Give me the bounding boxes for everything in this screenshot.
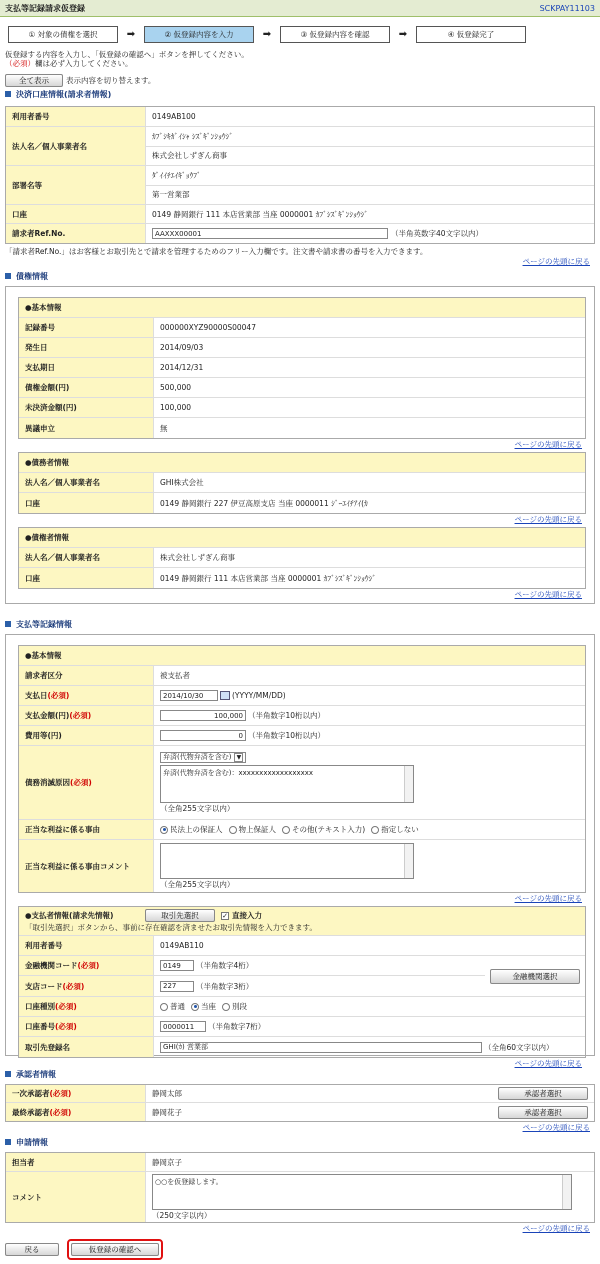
debtor-corp-value: GHI株式会社 [160,478,204,487]
cost-hint: （半角数字10桁以内） [248,731,326,740]
section-square-icon [5,91,11,97]
acc-type-radio-2[interactable] [222,1003,230,1011]
step-4: ④ 仮登録完了 [416,26,526,43]
step-indicator [0,17,600,45]
direct-input-checkbox[interactable]: ✓ [222,911,228,920]
chevron-down-icon: ▼ [234,753,243,762]
credit-box [5,286,595,604]
acc-no-hint: （半角数字7桁） [208,1022,266,1031]
dept-label: 部署名等 [6,166,146,204]
unsettled-label: 未決済金額(円) [19,398,154,417]
page-top-link[interactable]: ページの先頭に戻る [514,1059,582,1068]
creditor-acc-value: 0149 静岡銀行 111 本店営業部 当座 0000001 ｶﾌﾞｼｽﾞｷﾞﾝｼｮｳｼﾞ [160,573,377,583]
dept-kana: ﾀﾞｲｲﾁｴｲｷﾞｮｳﾌﾞ [152,170,201,180]
acc-no-label: 口座番号 [25,1022,55,1031]
interest-radio-1[interactable] [229,826,237,834]
corp-name: 株式会社しずぎん商事 [146,146,594,166]
section-approver: 承認者情報 [0,1068,600,1080]
scrollbar[interactable] [404,844,413,878]
section-square-icon [5,1139,11,1145]
confirm-button[interactable]: 仮登録の確認へ [71,1243,159,1256]
scrollbar[interactable] [562,1175,571,1209]
instruction-line: 欄は必ず入力してください。 [35,59,133,68]
amount-label: 債権金額(円) [19,378,154,397]
interest-opt-label: その他(テキスト入力) [292,825,366,834]
required-mark: (必須) [55,1022,77,1031]
calendar-icon[interactable] [220,691,230,700]
objection-label: 異議申立 [19,418,154,438]
credit-basic-head: ●基本情報 [19,298,585,318]
acc-type-radio-0[interactable] [160,1003,168,1011]
section-application: 申請情報 [0,1136,600,1148]
step-2: ② 仮登録内容を入力 [144,26,254,43]
debtor-corp-label: 法人名／個人事業者名 [19,473,154,492]
record-no-value: 000000XYZ90000S00047 [160,323,256,332]
comment-label: コメント [6,1172,146,1222]
first-approver-label: 一次承認者 [12,1089,50,1098]
page-top-link[interactable]: ページの先頭に戻る [514,515,582,524]
final-approver-select-button[interactable]: 承認者選択 [498,1106,588,1119]
bank-code-hint: （半角数字4桁） [196,961,254,970]
confirm-highlight [67,1239,163,1260]
amount-value: 500,000 [160,383,192,392]
arrow-right-icon: ➡ [262,28,272,40]
section-credit: 債権情報 [0,270,600,282]
acc-type-label-0: 普通 [170,1002,185,1011]
step-3: ③ 仮登録内容を確認 [280,26,390,43]
ref-note: 「請求者Ref.No.」はお客様とお取引先とで請求を管理するためのフリー入力欄です。注文書や請求書の番号を入力できます。 [5,247,428,256]
interest-opt-label: 民法上の保証人 [170,825,223,834]
required-mark: (必須) [62,981,85,991]
bank-code-input[interactable]: 0149 [160,960,194,971]
reason-select[interactable]: 弁済(代物弁済を含む) ▼ [160,752,246,763]
comment-hint: （250文字以内） [152,1210,212,1220]
page-top-link[interactable]: ページの先頭に戻る [522,257,590,266]
interest-label: 正当な利益に係る事由 [19,820,154,839]
arrow-right-icon: ➡ [126,28,136,40]
interest-opt-label: 物上保証人 [238,825,276,834]
user-no-value: 0149AB100 [152,112,196,121]
partner-select-button[interactable]: 取引先選択 [145,909,215,922]
corp-kana: ｶﾌﾞｼｷｶﾞｲｼｬ ｼｽﾞｷﾞﾝｼｮｳｼﾞ [152,131,234,141]
interest-radio-0[interactable] [160,826,168,834]
section-square-icon [5,273,11,279]
interest-comment-hint: （全角255文字以内） [160,879,235,889]
pay-date-label: 支払日 [25,691,48,700]
cost-label: 費用等(円) [19,726,154,745]
footer-bar [0,1235,600,1264]
corp-label: 法人名／個人事業者名 [6,127,146,165]
creditor-corp-label: 法人名／個人事業者名 [19,548,154,567]
creditor-acc-label: 口座 [19,568,154,588]
partner-input[interactable]: GHI(ｶ) 営業部 [160,1042,482,1053]
page-top-link[interactable]: ページの先頭に戻る [522,1224,590,1233]
debtor-acc-label: 口座 [19,493,154,513]
interest-comment-textarea[interactable] [160,843,414,879]
occur-value: 2014/09/03 [160,343,204,352]
first-approver-select-button[interactable]: 承認者選択 [498,1087,588,1100]
reason-textarea[interactable]: 弁済(代物弁済を含む)：xxxxxxxxxxxxxxxxxx [160,765,414,803]
ref-input[interactable]: AAXXX00001 [152,228,388,239]
interest-radio-3[interactable] [371,826,379,834]
payer-note: 「取引先選択」ボタンから、事前に存在確認を済ませたお取引先情報を入力できます。 [25,923,317,932]
first-approver-value: 静岡太郎 [152,1089,182,1098]
instructions [0,50,600,68]
settlement-table [5,106,595,244]
pay-amount-input[interactable]: 100,000 [160,710,246,721]
dept-name: 第一営業部 [146,185,594,205]
account-value: 0149 静岡銀行 111 本店営業部 当座 0000001 ｶﾌﾞｼｽﾞｷﾞﾝｼｮｳｼﾞ [152,209,369,219]
pay-date-input[interactable]: 2014/10/30 [160,690,218,701]
acc-type-label-2: 別段 [232,1002,247,1011]
reason-hint: （全角255文字以内） [160,803,235,813]
section-settlement: 決済口座情報(請求者情報) [0,88,600,100]
pay-date-hint: (YYYY/MM/DD) [232,691,286,700]
creditor-head: ●債権者情報 [19,528,585,548]
person-label: 担当者 [6,1153,146,1171]
acc-no-input[interactable]: 0000011 [160,1021,206,1032]
payer-head: ●支払者情報(請求先情報) [25,911,114,920]
payer-user-label: 利用者番号 [19,936,154,955]
title-bar [0,0,600,17]
final-approver-value: 静岡花子 [152,1107,182,1117]
arrow-right-icon: ➡ [398,28,408,40]
page-top-link[interactable]: ページの先頭に戻る [514,590,582,599]
interest-comment-label: 正当な利益に係る事由コメント [19,840,154,892]
claimant-value: 被支払者 [160,671,190,680]
scrollbar[interactable] [404,766,413,802]
branch-label: 支店コード [25,981,63,991]
instruction-line: 仮登録する内容を入力し、「仮登録の確認へ」ボタンを押してください。 [5,50,249,59]
payer-user-value: 0149AB110 [160,941,204,950]
acc-type-label-1: 当座 [201,1002,216,1011]
bank-code-label: 金融機関コード [25,961,78,970]
back-button[interactable]: 戻る [5,1243,59,1256]
page-top-link[interactable]: ページの先頭に戻る [514,894,582,903]
approver-table [5,1084,595,1122]
required-mark: (必須) [69,711,92,720]
acc-type-label: 口座種別 [25,1002,55,1011]
show-all-text: 表示内容を切り替えます。 [66,76,156,85]
show-all-button[interactable]: 全て表示 [5,74,63,87]
pay-amount-hint: （半角数字10桁以内） [248,711,326,720]
branch-hint: （半角数字3桁） [196,981,254,991]
due-label: 支払期日 [19,358,154,377]
direct-input-label: 直接入力 [232,911,262,920]
section-square-icon [5,1071,11,1077]
debtor-acc-value: 0149 静岡銀行 227 伊豆高原支店 当座 0000011 ｼﾞｰｴｲﾁｱｲ(ｶ [160,498,368,508]
required-mark: (必須) [49,1107,72,1117]
occur-label: 発生日 [19,338,154,357]
interest-opt-label: 指定しない [381,825,419,834]
payment-box [5,634,595,1068]
objection-value: 無 [160,423,168,433]
comment-textarea[interactable]: ○○を仮登録します。 [152,1174,572,1210]
unsettled-value: 100,000 [160,403,192,412]
acc-type-radio-1[interactable] [191,1003,199,1011]
partner-hint: （全角60文字以内） [484,1042,554,1052]
page-title: 支払等記録請求仮登録 [5,3,85,13]
page-top-link[interactable]: ページの先頭に戻る [514,440,582,449]
due-value: 2014/12/31 [160,363,204,372]
bank-select-button[interactable]: 金融機関選択 [490,969,580,984]
ref-hint: （半角英数字40文字以内） [391,229,484,238]
person-value: 静岡京子 [152,1157,182,1167]
user-no-label: 利用者番号 [6,107,146,126]
pay-amount-label: 支払金額(円) [25,711,70,720]
branch-input[interactable]: 227 [160,981,194,992]
creditor-corp-value: 株式会社しずぎん商事 [160,553,235,562]
debtor-head: ●債務者情報 [19,453,585,473]
required-mark: (必須) [70,778,92,787]
required-mark: (必須) [77,961,100,970]
account-label: 口座 [6,205,146,223]
record-no-label: 記録番号 [19,318,154,337]
interest-radio-2[interactable] [282,826,290,834]
payment-basic-head: ●基本情報 [19,646,585,666]
required-mark: （必須） [5,59,35,68]
claimant-label: 請求者区分 [19,666,154,685]
page-top-link[interactable]: ページの先頭に戻る [522,1123,590,1132]
section-square-icon [5,621,11,627]
cost-input[interactable]: 0 [160,730,246,741]
reason-label: 債務消滅原因 [25,778,70,787]
required-mark: (必須) [47,691,70,700]
partner-label: 取引先登録名 [19,1037,154,1057]
required-mark: (必須) [55,1002,77,1011]
screen-code: SCKPAY11103 [539,3,595,13]
step-1: ① 対象の債権を選択 [8,26,118,43]
final-approver-label: 最終承認者 [12,1107,50,1117]
section-payment: 支払等記録情報 [0,618,600,630]
application-table [5,1152,595,1223]
required-mark: (必須) [49,1089,72,1098]
ref-label: 請求者Ref.No. [6,224,146,243]
